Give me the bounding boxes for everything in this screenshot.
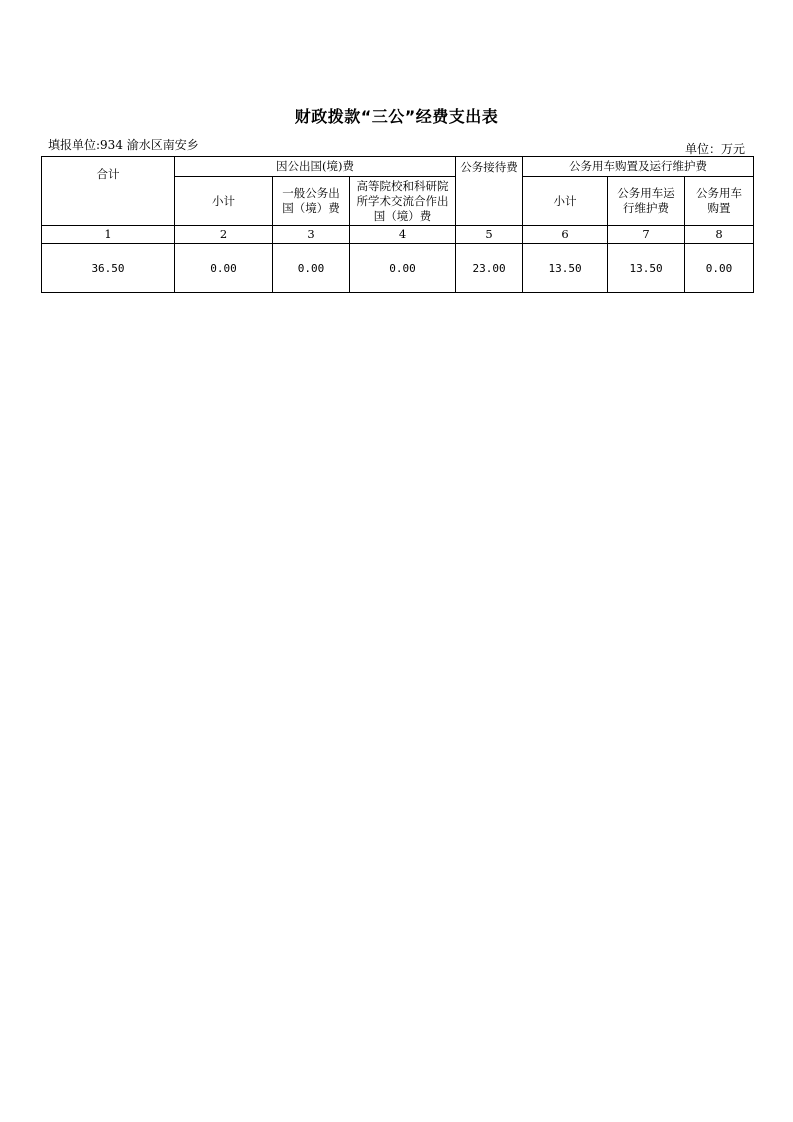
expense-table: [41, 156, 754, 293]
index-cell: 6: [523, 226, 608, 244]
header-vehicle-purchase: 公务用车购置: [685, 177, 754, 226]
header-vehicle-operation: 公务用车运行维护费: [608, 177, 685, 226]
header-abroad-academic: 高等院校和科研院所学术交流合作出国（境）费: [350, 177, 456, 226]
header-total: 合计: [42, 157, 175, 226]
index-cell: 5: [456, 226, 523, 244]
header-vehicle-subtotal: 小计: [523, 177, 608, 226]
index-cell: 2: [175, 226, 273, 244]
filling-unit-label: 填报单位:934 渝水区南安乡: [48, 138, 199, 152]
page-title: 财政拨款“三公”经费支出表: [294, 107, 499, 126]
index-cell: 1: [42, 226, 175, 244]
value-abroad-subtotal: 0.00: [175, 244, 273, 293]
currency-unit-label: 单位：万元: [684, 142, 745, 156]
value-vehicle-operation: 13.50: [608, 244, 685, 293]
table-row-index: [42, 226, 754, 244]
header-vehicle-group: 公务用车购置及运行维护费: [523, 157, 754, 177]
header-row-groups: [42, 157, 754, 177]
header-abroad-group: 因公出国(境)费: [175, 157, 456, 177]
value-reception: 23.00: [456, 244, 523, 293]
value-abroad-general: 0.00: [273, 244, 350, 293]
table-row-values: [42, 244, 754, 293]
value-abroad-academic: 0.00: [350, 244, 456, 293]
header-abroad-subtotal: 小计: [175, 177, 273, 226]
header-reception: 公务接待费: [456, 157, 523, 226]
index-cell: 4: [350, 226, 456, 244]
index-cell: 7: [608, 226, 685, 244]
value-vehicle-purchase: 0.00: [685, 244, 754, 293]
value-vehicle-subtotal: 13.50: [523, 244, 608, 293]
value-total: 36.50: [42, 244, 175, 293]
index-cell: 3: [273, 226, 350, 244]
header-abroad-general: 一般公务出国（境）费: [273, 177, 350, 226]
index-cell: 8: [685, 226, 754, 244]
